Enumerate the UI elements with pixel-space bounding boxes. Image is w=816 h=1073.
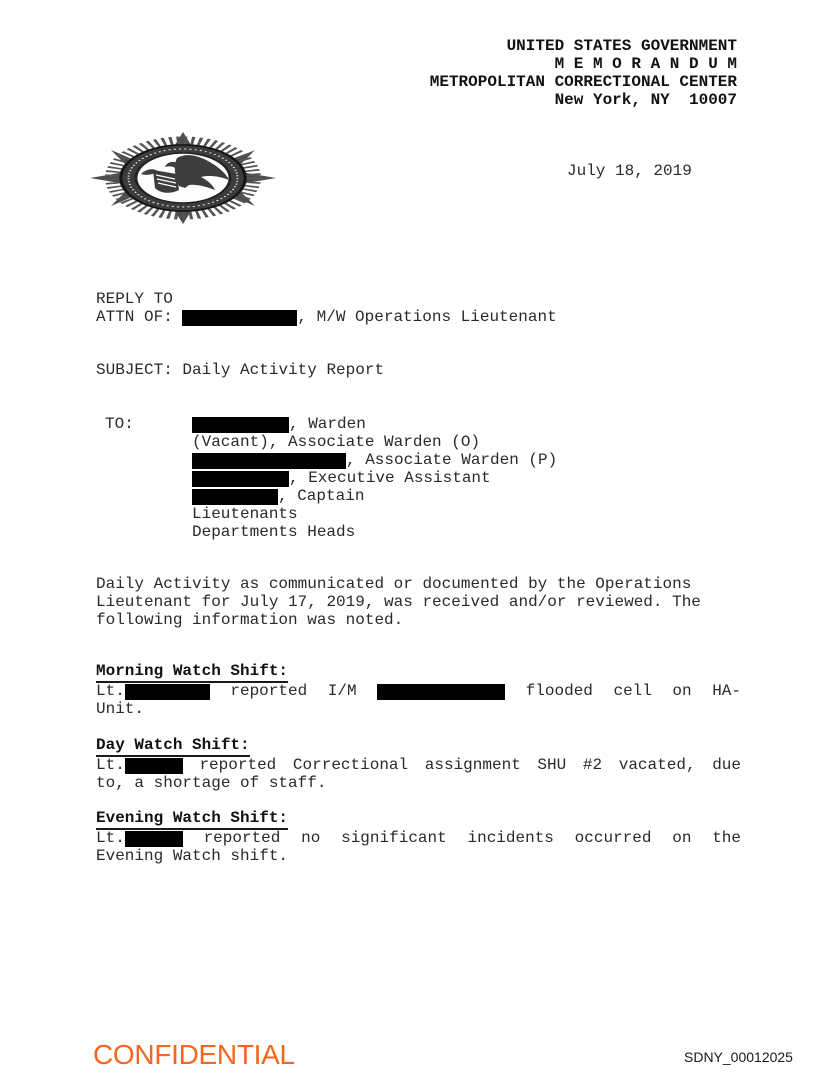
evening-watch-section [96, 809, 741, 865]
evening-body-line-1: Lt. reported no significant incidents occurred on the [96, 829, 741, 847]
day-watch-heading: Day Watch Shift: [96, 736, 250, 757]
recipient-associate-warden-o: (Vacant), Associate Warden (O) [192, 433, 481, 451]
redaction-bar [377, 684, 505, 700]
to-recipient-list [192, 415, 557, 541]
redaction-bar [192, 471, 289, 487]
doj-eagle-seal-icon [88, 131, 278, 225]
morning-watch-heading: Morning Watch Shift: [96, 662, 288, 683]
recipient-executive-assistant: , Executive Assistant [192, 469, 557, 487]
attn-of-label: ATTN OF: [96, 308, 183, 326]
recipient-warden: , Warden [192, 415, 557, 433]
evening-heading-row [96, 809, 741, 829]
day-body-line-1: Lt. reported Correctional assignment SHU #2 vacated, due [96, 756, 741, 774]
morning-body-line-2: Unit. [96, 700, 145, 718]
redaction-bar [125, 684, 210, 700]
recipient-lieutenants: Lieutenants [192, 505, 298, 523]
letterhead [430, 37, 737, 109]
confidential-stamp: CONFIDENTIAL [93, 1039, 295, 1070]
evening-watch-heading: Evening Watch Shift: [96, 809, 288, 830]
redaction-bar [125, 831, 183, 847]
attn-of-line [96, 308, 557, 326]
recipient-captain: , Captain [192, 487, 557, 505]
letterhead-line-memorandum: M E M O R A N D U M [554, 55, 737, 73]
redaction-bar [125, 758, 183, 774]
day-watch-section [96, 736, 741, 792]
evening-body-line-2: Evening Watch shift. [96, 847, 289, 865]
memo-date: July 18, 2019 [567, 162, 692, 180]
seal-graphic [88, 131, 278, 225]
redaction-bar [182, 310, 297, 326]
subject-label: SUBJECT: [96, 361, 183, 379]
to-label: TO: [105, 415, 134, 433]
day-body-line-2: to, a shortage of staff. [96, 774, 327, 792]
reply-to-label: REPLY TO [96, 290, 173, 308]
day-heading-row [96, 736, 741, 756]
recipient-department-heads: Departments Heads [192, 523, 356, 541]
morning-heading-row [96, 662, 741, 682]
redaction-bar [192, 417, 289, 433]
reply-to-block [96, 290, 557, 326]
recipient-associate-warden-p: , Associate Warden (P) [192, 451, 557, 469]
morning-watch-section [96, 662, 741, 718]
bates-number: SDNY_00012025 [684, 1049, 793, 1065]
subject-line [96, 361, 384, 379]
intro-line: Lieutenant for July 17, 2019, was received and/or reviewed. The [96, 593, 701, 611]
subject-value: Daily Activity Report [182, 361, 385, 379]
attn-of-title: , M/W Operations Lieutenant [297, 308, 557, 326]
letterhead-line-facility: METROPOLITAN CORRECTIONAL CENTER [429, 73, 737, 91]
redaction-bar [192, 453, 346, 469]
letterhead-line-address: New York, NY 10007 [554, 91, 737, 109]
intro-paragraph [96, 575, 701, 629]
intro-line: following information was noted. [96, 611, 404, 629]
morning-body-line-1: Lt. reported I/M flooded cell on HA- [96, 682, 742, 700]
intro-line: Daily Activity as communicated or documented by the Operations [96, 575, 692, 593]
redaction-bar [192, 489, 278, 505]
letterhead-line-government: UNITED STATES GOVERNMENT [506, 37, 737, 55]
